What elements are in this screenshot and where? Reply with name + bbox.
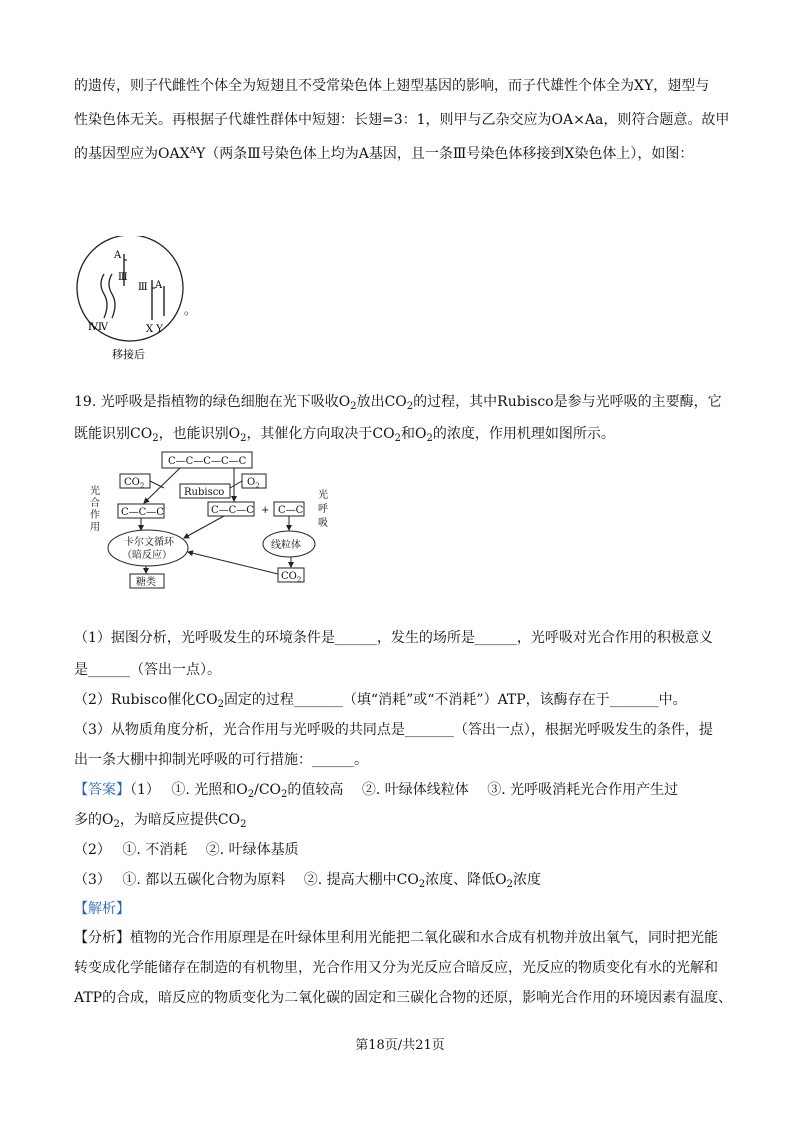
side-left-3: 作 — [90, 510, 100, 521]
photorespiration-diagram — [84, 448, 354, 600]
side-right-2: 呼 — [318, 504, 328, 515]
para1-line1: 的遗传，则子代雌性个体全为短翅且不受常染色体上翅型基因的影响，而子代雄性个体全为XY，翅型与 — [74, 78, 710, 94]
calvin-label-1: 卡尔文循环 — [124, 537, 174, 548]
answer-line3: （2） ①. 不消耗 ②. 叶绿体基质 — [74, 842, 299, 858]
analysis-line3: ATP的合成，暗反应的物质变化为二氧化碳的固定和三碳化合物的还原，影响光合作用的环境因素有温度、 — [74, 990, 733, 1006]
side-left-2: 合 — [90, 498, 100, 509]
q19-line2: 既能识别$CO_2$，也能识别$O_2$，其催化方向取决于$CO_2$和$O_2$的浓度，作用机理如图所示。 — [74, 426, 615, 444]
answer-line2: 多的$O_2$，为暗反应提供$CO_2$ — [74, 812, 247, 830]
chromosome-cell-diagram — [74, 236, 214, 364]
analysis-line1: 【分析】植物的光合作用原理是在叶绿体里利用光能把二氧化碳和水合成有机物并放出氧气，同时把光能 — [74, 930, 718, 946]
c3-left-label: C—C—C — [121, 507, 164, 518]
label-a2: A — [155, 280, 163, 291]
plus-sign: + — [261, 505, 270, 516]
analysis-tag: 【解析】 — [74, 901, 130, 917]
sugar-label: 糖类 — [136, 577, 156, 588]
mito-label: 线粒体 — [271, 540, 301, 551]
co2-out-label: $CO_2$ — [281, 571, 302, 584]
chromosome-iv-1 — [101, 274, 107, 318]
rubisco-label: Rubisco — [184, 487, 225, 498]
label-iii2: Ⅲ — [138, 282, 148, 293]
label-iii1: Ⅲ — [118, 272, 128, 283]
page-footer: 第18页/共21页 — [355, 1038, 445, 1053]
c3-right-label: C—C—C — [211, 505, 254, 516]
diagram-caption: 移接后 — [112, 348, 145, 361]
side-left-4: 用 — [90, 522, 100, 533]
q3-line2: 出一条大棚中抑制光呼吸的可行措施：______。 — [74, 752, 368, 768]
chromosome-iv-2 — [109, 274, 115, 318]
side-right-1: 光 — [318, 490, 328, 501]
analysis-line2: 转变成化学能储存在制造的有机物里，光合作用又分为光反应合暗反应，光反应的物质变化有水的光解和 — [74, 960, 718, 976]
q3-line1: （3）从物质角度分析，光合作用与光呼吸的共同点是_______（答出一点），根据光呼吸发生的条件，提 — [74, 722, 713, 738]
answer-line4: （3） ①. 都以五碳化合物为原料 ②. 提高大棚中$CO_2$浓度、降低$O_2$浓度 — [74, 872, 542, 890]
calvin-label-2: （暗反应） — [122, 550, 172, 561]
label-a1: A — [114, 250, 122, 261]
para1-line3: 的基因型应为$OAX^AY$（两条Ⅲ号染色体上均为A基因，且一条Ⅲ号染色体移接到X染色体上），如图： — [74, 146, 694, 162]
co2-in-label: $CO_2$ — [124, 477, 145, 490]
q19-line1: 19. 光呼吸是指植物的绿色细胞在光下吸收$O_2$放出$CO_2$的过程，其中Rubisco是参与光呼吸的主要酶，它 — [74, 394, 722, 412]
side-left-1: 光 — [90, 486, 100, 497]
q1-line1: （1）据图分析，光呼吸发生的环境条件是______，发生的场所是______，光呼吸对光合作用的积极意义 — [74, 630, 713, 646]
side-right-3: 吸 — [318, 518, 328, 529]
c2-label: C—C — [278, 505, 304, 516]
diagram-period: 。 — [184, 303, 197, 317]
q2-line: （2）Rubisco催化$CO_2$固定的过程_______（填“消耗”或“不消耗”）ATP，该酶存在于_______中。 — [74, 692, 687, 710]
label-iviv: ⅣⅣ — [88, 322, 108, 333]
o2-in-label: $O_2$ — [247, 477, 260, 490]
para1-line2: 性染色体无关。再根据子代雄性群体中短翅：长翅=3：1，则甲与乙杂交应为OA×Aa，则符合题意。故甲 — [74, 112, 730, 128]
q1-line2: 是______（答出一点）。 — [74, 662, 221, 678]
answer-tag: 【答案】 — [74, 782, 130, 798]
answer-line1: 【答案】（1） ①. 光照和$O_2/CO_2$的值较高 ②. 叶绿体线粒体 ③. 光呼吸消耗光合作用产生过 — [74, 782, 679, 800]
c5-label: C—C—C—C—C — [168, 456, 247, 467]
label-xy: X Y — [146, 324, 163, 335]
